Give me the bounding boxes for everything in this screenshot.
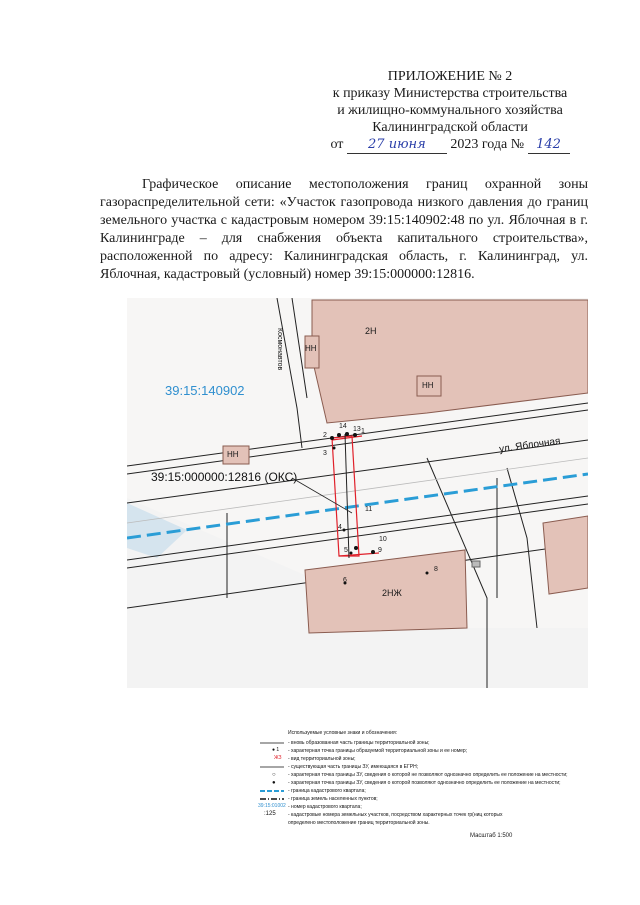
legend-row bbox=[258, 795, 558, 803]
building-right bbox=[543, 516, 588, 594]
street-label-vertical: Космонавтов bbox=[276, 328, 283, 371]
dashed-blue-line-icon bbox=[258, 787, 286, 795]
legend-row bbox=[258, 771, 568, 779]
legend-text: - характерная точка границы образуемой территориальной зоны и ее номер; bbox=[288, 748, 468, 754]
legend-text: - вновь образованная часть границы территориальной зоны; bbox=[288, 740, 430, 746]
legend-row bbox=[258, 763, 558, 771]
dot-point-icon: ● bbox=[272, 780, 276, 786]
legend-text: - граница кадастрового квартала; bbox=[288, 788, 366, 794]
graphic-description-text: Графическое описание местоположения границ охранной зоны газораспределительной сети: «Участок газопровода низкого давления до границ земельного участка с кадастровым номером 39:15:140902:48 по ул. Яблочная в г. Калининграде – для снабжения объекта капитального строительства», расположенной по адресу: Калининградская область, г. Калининград, ул. Яблочная, кадастровый (условный) номер 39:15:000000:12816. bbox=[100, 177, 588, 282]
quarter-number-icon: 39:15:01002 bbox=[258, 803, 286, 809]
parcel-number-icon: :125 bbox=[264, 811, 276, 817]
point-label-4: 4 bbox=[338, 524, 342, 531]
point-label-10: 10 bbox=[379, 536, 387, 543]
gas-cabinet bbox=[472, 561, 480, 567]
handwritten-date: 27 июня bbox=[347, 136, 447, 154]
legend-row bbox=[258, 819, 558, 827]
point-label-2: 2 bbox=[323, 432, 327, 439]
date-prefix: от bbox=[330, 137, 344, 152]
appendix-header bbox=[300, 68, 600, 154]
appendix-line-2: к приказу Министерства строительства bbox=[332, 86, 568, 101]
legend-text: - характерная точка границы ЗУ, сведения о которой не позволяют однозначно определить ее положение на местности; bbox=[288, 772, 568, 778]
map-legend bbox=[258, 730, 568, 840]
legend-row bbox=[258, 747, 558, 755]
point-label-3: 3 bbox=[323, 450, 327, 457]
legend-title: Используемые условные знаки и обозначения: bbox=[288, 730, 398, 736]
point-label-8: 8 bbox=[434, 566, 438, 573]
point-label-1: 1 bbox=[361, 428, 365, 435]
line-thin-icon bbox=[258, 739, 286, 747]
handwritten-number: 142 bbox=[528, 136, 570, 154]
oks-number-label: 39:15:000000:12816 (ОКС) bbox=[151, 470, 298, 484]
building-label-nn-3: НН bbox=[227, 450, 239, 459]
appendix-title: ПРИЛОЖЕНИЕ № 2 bbox=[387, 69, 513, 84]
legend-row bbox=[258, 811, 558, 819]
dash-dot-line-icon bbox=[258, 795, 286, 803]
point-label-5: 5 bbox=[344, 547, 348, 554]
appendix-line-3: и жилищно-коммунального хозяйства bbox=[337, 103, 563, 118]
oks-line bbox=[345, 434, 349, 558]
oks-leader bbox=[292, 478, 352, 513]
building-label-nn-2: НН bbox=[422, 381, 434, 390]
legend-row bbox=[258, 779, 561, 787]
point-label-6: 6 bbox=[343, 577, 347, 584]
building-label-2nzh: 2НЖ bbox=[382, 588, 402, 598]
zone-type-icon: ЖЗ bbox=[274, 755, 282, 761]
legend-row bbox=[258, 787, 558, 795]
legend-row bbox=[258, 755, 558, 763]
point-number-icon: ● 1 bbox=[272, 747, 280, 753]
legend-text: - вид территориальной зоны; bbox=[288, 756, 356, 762]
building-label-nn-1: НН bbox=[305, 344, 317, 353]
legend-text: - существующая часть границы ЗУ, имеющаяся в ЕГРН; bbox=[288, 764, 419, 770]
legend-row bbox=[258, 739, 558, 747]
building-label-2n: 2Н bbox=[365, 326, 377, 336]
legend-text: определено местоположение границ территориальной зоны. bbox=[288, 820, 430, 826]
point-label-11: 11 bbox=[365, 506, 373, 513]
street-label: ул. Яблочная bbox=[498, 435, 562, 456]
protection-zone-boundary bbox=[332, 436, 379, 556]
point-label-9: 9 bbox=[378, 547, 382, 554]
map-scale: Масштаб 1:500 bbox=[470, 833, 513, 839]
point-label-14: 14 bbox=[339, 423, 347, 430]
legend-text: - номер кадастрового квартала; bbox=[288, 804, 362, 810]
legend-text: - кадастровые номера земельных участков, посредством характерных точек гр(ниц которых bbox=[288, 812, 503, 818]
cadastral-map bbox=[127, 298, 588, 688]
building-2n bbox=[312, 300, 588, 423]
quarter-number-label: 39:15:140902 bbox=[165, 383, 245, 398]
point-label-13: 13 bbox=[353, 426, 361, 433]
appendix-line-4: Калининградской области bbox=[372, 120, 528, 135]
date-line bbox=[300, 136, 600, 154]
circle-point-icon: ○ bbox=[272, 772, 276, 778]
legend-text: - характерная точка границы ЗУ, сведения о которой позволяют однозначно определить ее положение на местности; bbox=[288, 780, 561, 786]
legend-text: - граница земель населенных пунктов; bbox=[288, 796, 378, 802]
line-thin-icon bbox=[258, 763, 286, 771]
date-suffix: 2023 года № bbox=[450, 137, 525, 152]
map-drawing bbox=[127, 298, 588, 688]
legend-row bbox=[258, 803, 558, 811]
